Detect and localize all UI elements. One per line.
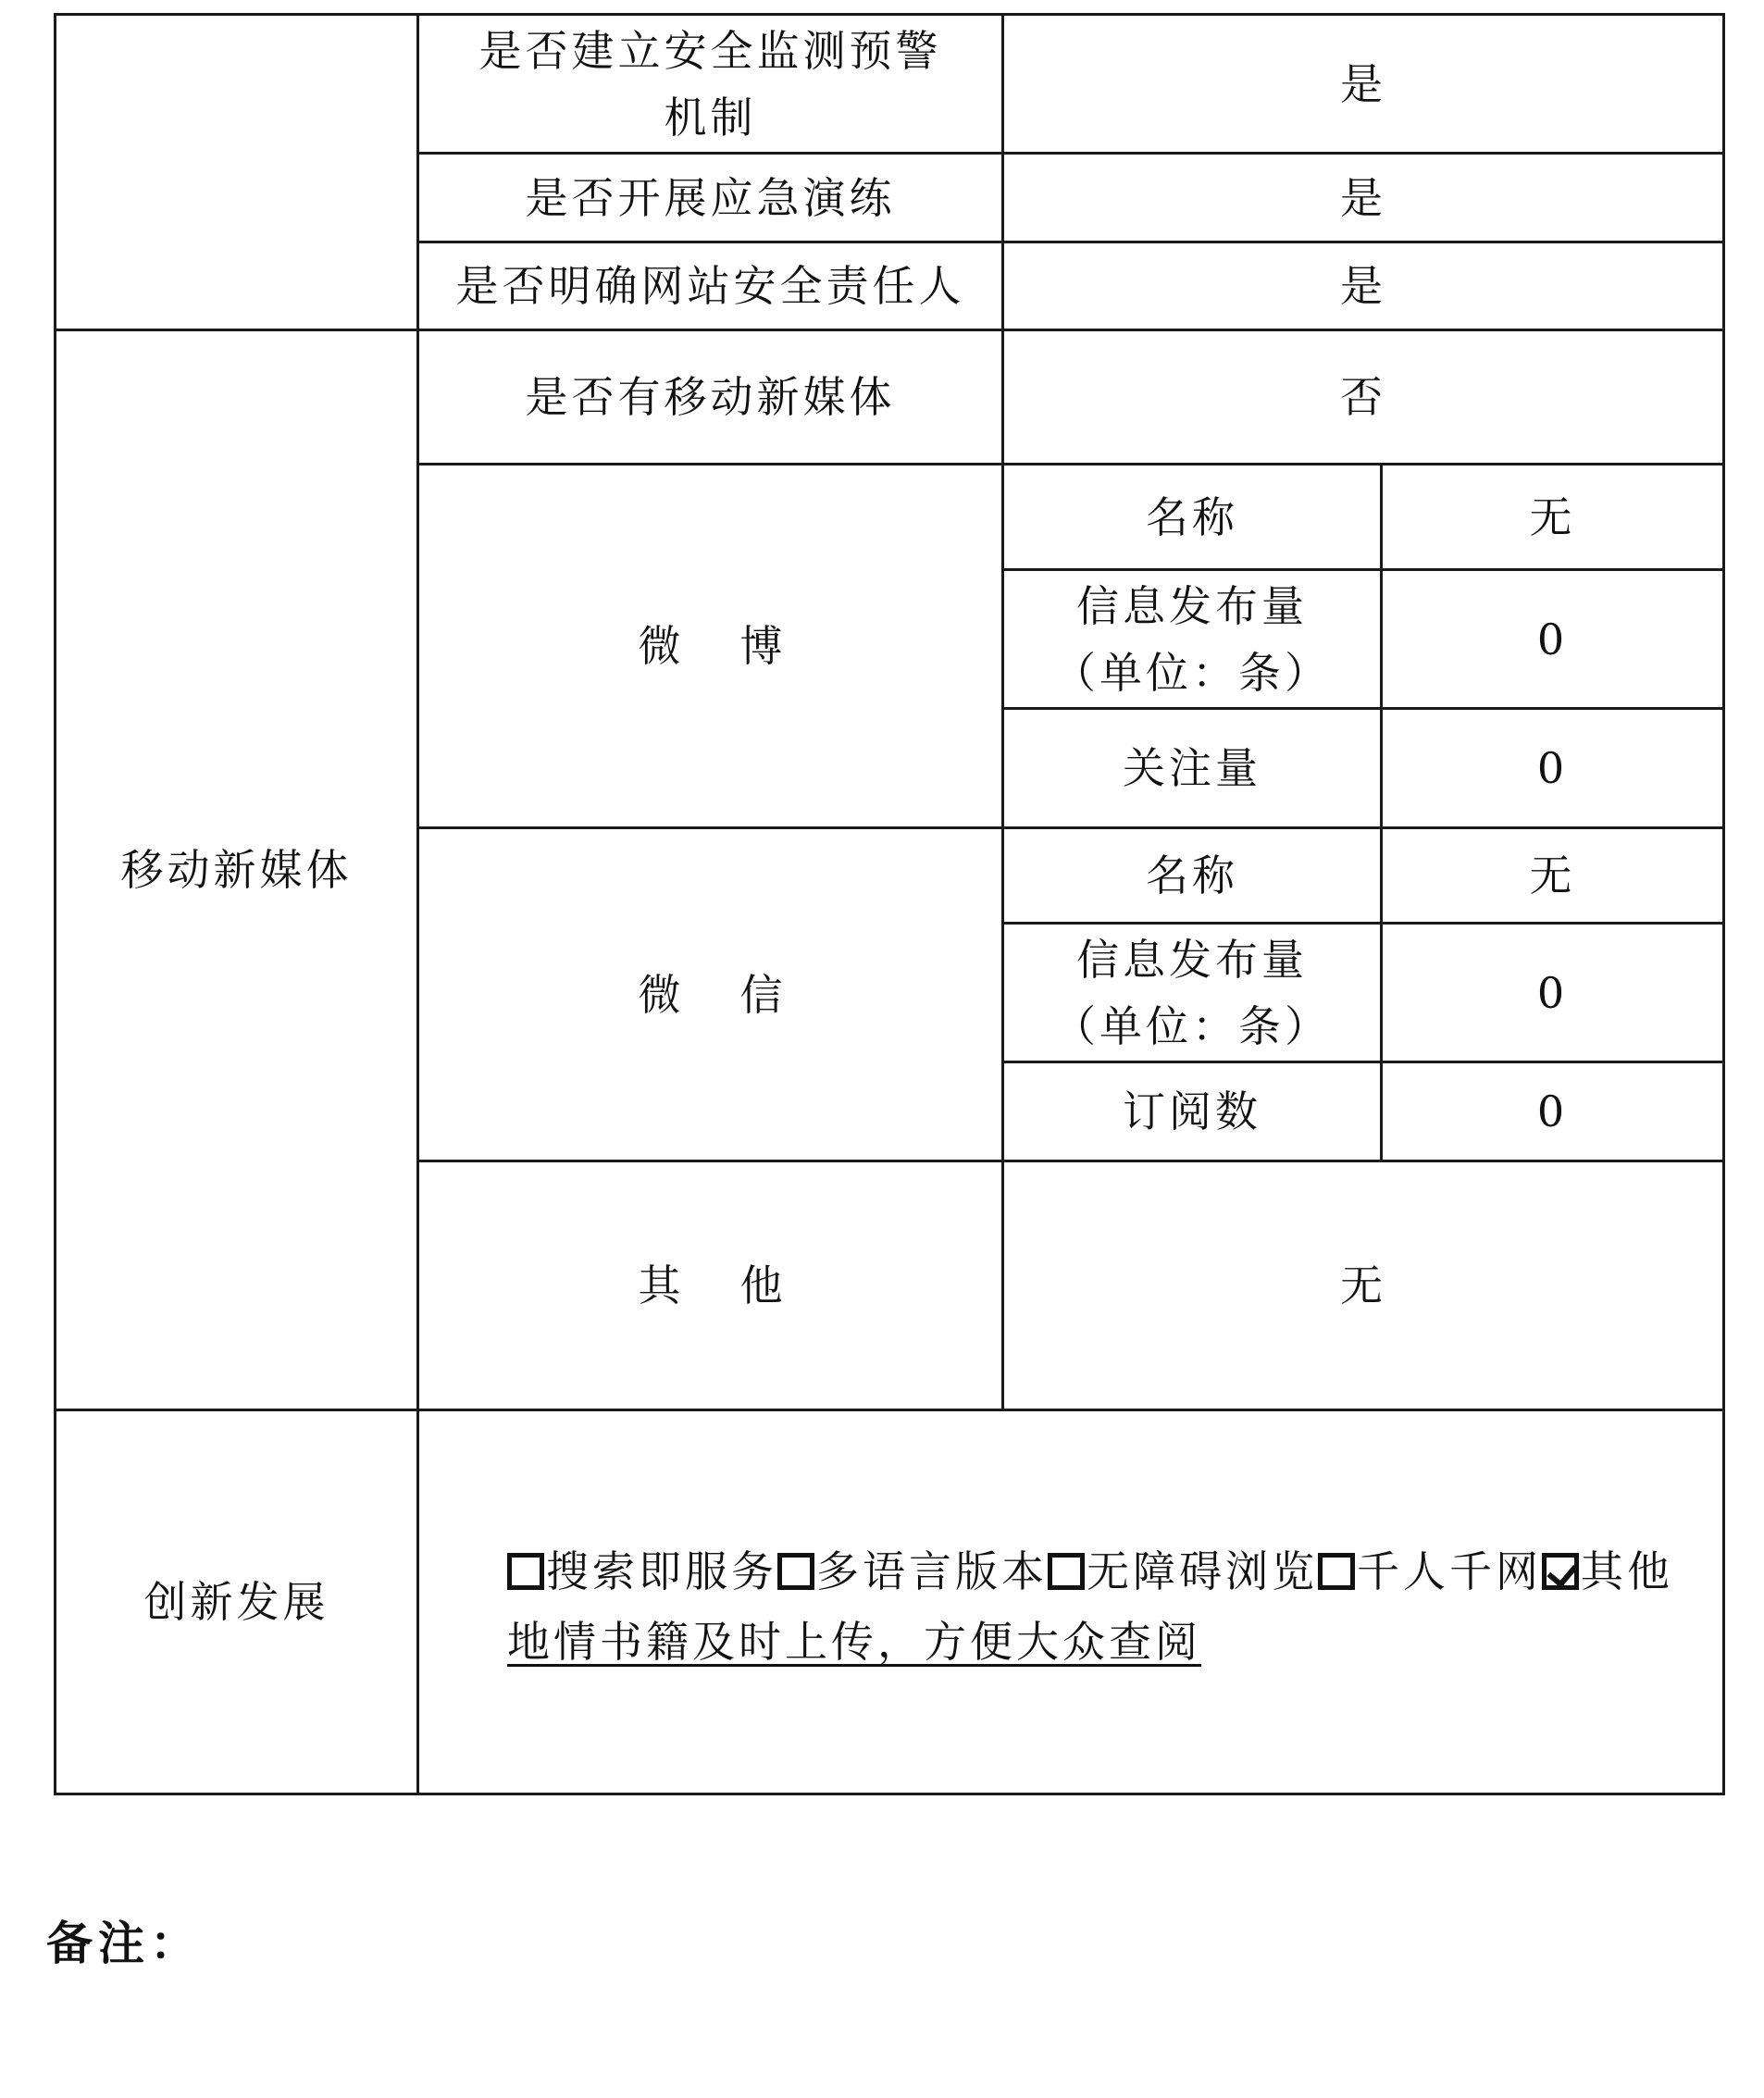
other-media-label: 其他 <box>638 1260 842 1310</box>
wechat-subscribers-label: 订阅数 <box>1123 1086 1261 1136</box>
has-media-value: 否 <box>1340 372 1386 422</box>
drill-label: 是否开展应急演练 <box>525 172 896 223</box>
mobile-media-section-label: 移动新媒体 <box>120 845 353 895</box>
option-label-personalized-web: 千人千网 <box>1357 1546 1542 1596</box>
weibo-name-value: 无 <box>1529 491 1576 542</box>
monitor-label: 是否建立安全监测预警 机制 <box>478 25 942 143</box>
owner-value: 是 <box>1340 261 1386 311</box>
weibo-followers-value: 0 <box>1536 743 1569 793</box>
drill-value: 是 <box>1340 172 1386 223</box>
option-label-multilingual: 多语言版本 <box>816 1546 1048 1596</box>
weibo-posts-value: 0 <box>1536 614 1569 664</box>
wechat-name-label: 名称 <box>1146 850 1238 900</box>
monitor-value: 是 <box>1340 58 1386 109</box>
weibo-name-label: 名称 <box>1146 491 1238 542</box>
checkbox-search-service[interactable] <box>507 1553 544 1590</box>
innovation-other-text: 地情书籍及时上传，方便大众查阅 <box>507 1617 1201 1667</box>
weibo-label: 微博 <box>638 621 842 671</box>
wechat-name-value: 无 <box>1529 850 1576 900</box>
option-label-accessibility: 无障碍浏览 <box>1087 1546 1318 1596</box>
weibo-posts-label: 信息发布量 （单位：条） <box>1053 580 1331 698</box>
owner-label: 是否明确网站安全责任人 <box>455 261 965 311</box>
innovation-checkbox-row <box>507 1536 1729 1607</box>
has-media-label: 是否有移动新媒体 <box>525 372 896 422</box>
other-media-value: 无 <box>1340 1260 1386 1310</box>
wechat-subscribers-value: 0 <box>1536 1086 1569 1136</box>
innovation-options <box>507 1536 1729 1677</box>
weibo-followers-label: 关注量 <box>1123 743 1261 793</box>
innovation-section-label: 创新发展 <box>143 1577 329 1627</box>
checkbox-multilingual[interactable] <box>777 1553 814 1590</box>
remark-label: 备注： <box>46 1916 202 1970</box>
checkbox-accessibility[interactable] <box>1048 1553 1085 1590</box>
wechat-posts-value: 0 <box>1536 967 1569 1018</box>
checkbox-other[interactable] <box>1542 1553 1579 1590</box>
checkbox-personalized-web[interactable] <box>1318 1553 1355 1590</box>
wechat-label: 微信 <box>638 969 842 1020</box>
option-label-search-service: 搜索即服务 <box>546 1546 777 1596</box>
option-label-other: 其他 <box>1581 1546 1673 1596</box>
wechat-posts-label: 信息发布量 （单位：条） <box>1053 934 1331 1051</box>
